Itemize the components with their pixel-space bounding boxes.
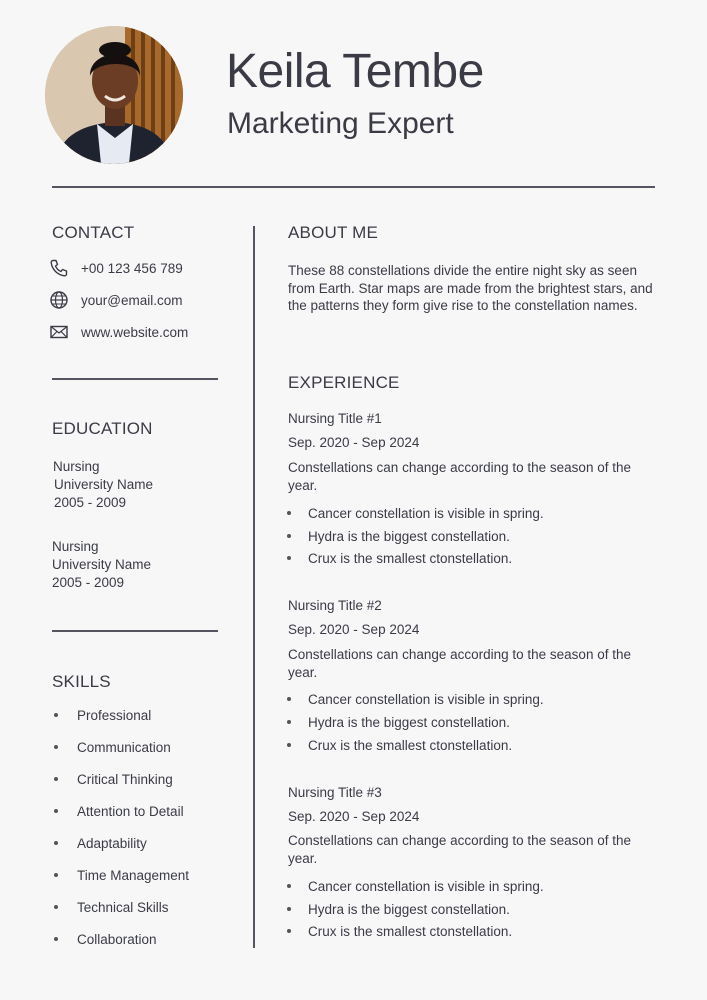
education-field: Nursing — [52, 539, 99, 554]
header-divider — [52, 186, 655, 188]
education-school: University Name — [52, 557, 152, 572]
job-description — [288, 646, 678, 681]
job-bullet-text: Cancer constellation is visible in spring. — [308, 878, 544, 894]
bullet-dot — [287, 907, 291, 911]
job-title: Nursing Title #3 — [288, 785, 382, 800]
skill-item — [52, 770, 173, 788]
about-line: the patterns they form give rise to the constellation names. — [288, 298, 638, 313]
skills-title: SKILLS — [52, 672, 111, 691]
bullet-dot — [54, 809, 58, 813]
person-name: Keila Tembe — [226, 45, 484, 98]
job-description-line: Constellations can change according to the season of the — [288, 647, 631, 662]
skill-item — [52, 802, 184, 820]
job-title: Nursing Title #2 — [288, 598, 382, 613]
skill-label: Technical Skills — [77, 899, 169, 915]
education-years: 2005 - 2009 — [52, 575, 125, 590]
skill-item — [52, 834, 147, 852]
job-description-line: Constellations can change according to the season of the — [288, 833, 631, 848]
experience-title: EXPERIENCE — [288, 373, 400, 392]
job-description — [288, 832, 678, 867]
bullet-dot — [287, 743, 291, 747]
job-bullet-text: Hydra is the biggest constellation. — [308, 528, 510, 544]
contact-website — [49, 322, 188, 342]
job-description-line: Constellations can change according to the season of the — [288, 460, 631, 475]
contact-divider — [52, 378, 218, 380]
job-description — [288, 459, 678, 494]
job-date: Sep. 2020 - Sep 2024 — [288, 809, 420, 824]
mail-icon — [49, 322, 69, 342]
skill-label: Communication — [77, 739, 171, 755]
profile-photo — [45, 26, 183, 164]
education-divider — [52, 630, 218, 632]
job-description-line: year. — [288, 664, 318, 680]
bullet-dot — [54, 841, 58, 845]
skill-label: Professional — [77, 707, 152, 723]
skill-label: Time Management — [77, 867, 190, 883]
job-bullet — [0, 900, 510, 918]
column-divider — [253, 226, 255, 948]
job-date: Sep. 2020 - Sep 2024 — [288, 622, 420, 637]
job-bullet-text: Crux is the smallest ctonstellation. — [308, 737, 513, 753]
job-bullet — [0, 922, 512, 940]
job-date: Sep. 2020 - Sep 2024 — [288, 435, 420, 450]
bullet-dot — [287, 556, 291, 560]
job-bullet — [0, 527, 510, 545]
about-title: ABOUT ME — [288, 223, 379, 242]
job-role: Marketing Expert — [227, 107, 454, 140]
bullet-dot — [287, 929, 291, 933]
bullet-dot — [287, 720, 291, 724]
skill-label: Attention to Detail — [77, 803, 184, 819]
contact-email-text: your@email.com — [81, 292, 183, 308]
education-school: University Name — [54, 477, 154, 492]
about-line: from Earth. Star maps are made from the brightest stars, and — [288, 280, 653, 296]
contact-title: CONTACT — [52, 223, 135, 242]
bullet-dot — [287, 697, 291, 701]
bullet-dot — [287, 511, 291, 515]
job-bullet — [0, 504, 544, 522]
contact-phone-text: +00 123 456 789 — [81, 260, 183, 276]
phone-icon — [49, 258, 69, 278]
job-bullet — [0, 713, 510, 731]
job-bullet-text: Cancer constellation is visible in spring. — [308, 691, 544, 707]
job-bullet — [0, 690, 544, 708]
education-title: EDUCATION — [52, 419, 153, 438]
bullet-dot — [287, 884, 291, 888]
bullet-dot — [54, 777, 58, 781]
skill-label: Critical Thinking — [77, 771, 173, 787]
skill-label: Adaptability — [77, 835, 147, 851]
job-description-line: year. — [288, 850, 318, 866]
job-bullet — [0, 877, 544, 895]
job-bullet — [0, 549, 512, 567]
job-bullet-text: Crux is the smallest ctonstellation. — [308, 550, 513, 566]
education-years: 2005 - 2009 — [54, 495, 127, 510]
contact-email — [49, 290, 182, 310]
job-bullet-text: Hydra is the biggest constellation. — [308, 714, 510, 730]
education-field: Nursing — [53, 459, 100, 474]
skill-label: Collaboration — [77, 931, 157, 947]
job-description-line: year. — [288, 477, 318, 493]
globe-icon — [49, 290, 69, 310]
job-bullet-text: Cancer constellation is visible in spring. — [308, 505, 544, 521]
contact-website-text: www.website.com — [81, 324, 189, 340]
contact-phone — [49, 258, 183, 278]
bullet-dot — [287, 534, 291, 538]
job-title: Nursing Title #1 — [288, 411, 382, 426]
job-bullet-text: Crux is the smallest ctonstellation. — [308, 923, 513, 939]
about-line: These 88 constellations divide the entire night sky as seen — [288, 263, 637, 278]
person-portrait — [45, 26, 183, 164]
about-paragraph — [288, 262, 668, 315]
job-bullet-text: Hydra is the biggest constellation. — [308, 901, 510, 917]
job-bullet — [0, 736, 512, 754]
